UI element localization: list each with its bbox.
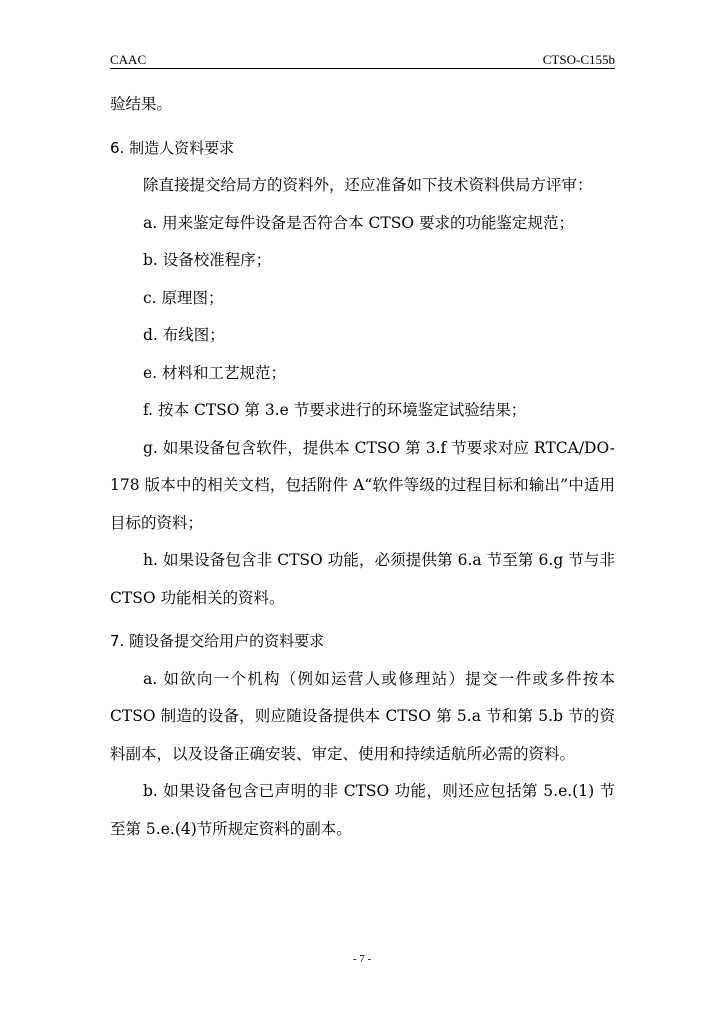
section-6-item-d: d. 布线图； (143, 326, 225, 344)
section-7-item-b: b. 如果设备包含已声明的非 CTSO 功能，则还应包括第 5.e.(1) 节至第 5.e.(4)节所规定资料的副本。 (110, 782, 615, 838)
section-6-item-f: f. 按本 CTSO 第 3.e 节要求进行的环境鉴定试验结果； (143, 401, 527, 419)
section-6-item-h: h. 如果设备包含非 CTSO 功能，必须提供第 6.a 节至第 6.g 节与非 CTSO 功能相关的资料。 (110, 551, 615, 607)
header-doc-id: CTSO-C155b (542, 52, 615, 67)
section-6-item-c: c. 原理图； (143, 288, 224, 307)
section-6-item-g: g. 如果设备包含软件，提供本 CTSO 第 3.f 节要求对应 RTCA/DO-178 版本中的相关文档，包括附件 A“软件等级的过程目标和输出”中适用目标的资料； (110, 438, 615, 532)
page-number: - 7 - (352, 953, 372, 965)
page-content (110, 86, 615, 848)
header-rule (110, 68, 615, 69)
section-6-intro: 除直接提交给局方的资料外，还应准备如下技术资料供局方评审： (143, 176, 593, 194)
continued-line: 验结果。 (110, 95, 173, 113)
section-6-item-e: e. 材料和工艺规范； (143, 363, 287, 382)
section-7-heading: 7. 随设备提交给用户的资料要求 (110, 632, 325, 650)
section-6-item-b: b. 设备校准程序； (143, 251, 272, 269)
header-org: CAAC (110, 52, 147, 67)
section-6-item-a: a. 用来鉴定每件设备是否符合本 CTSO 要求的功能鉴定规范； (143, 213, 574, 232)
section-6-heading: 6. 制造人资料要求 (110, 138, 235, 157)
section-7-item-a: a. 如欲向一个机构（例如运营人或修理站）提交一件或多件按本 CTSO 制造的设备，则应随设备提供本 CTSO 第 5.a 节和第 5.b 节的资料副本，以及设备正确安装、审定、使用和持续适航所必需的资料。 (110, 669, 615, 763)
